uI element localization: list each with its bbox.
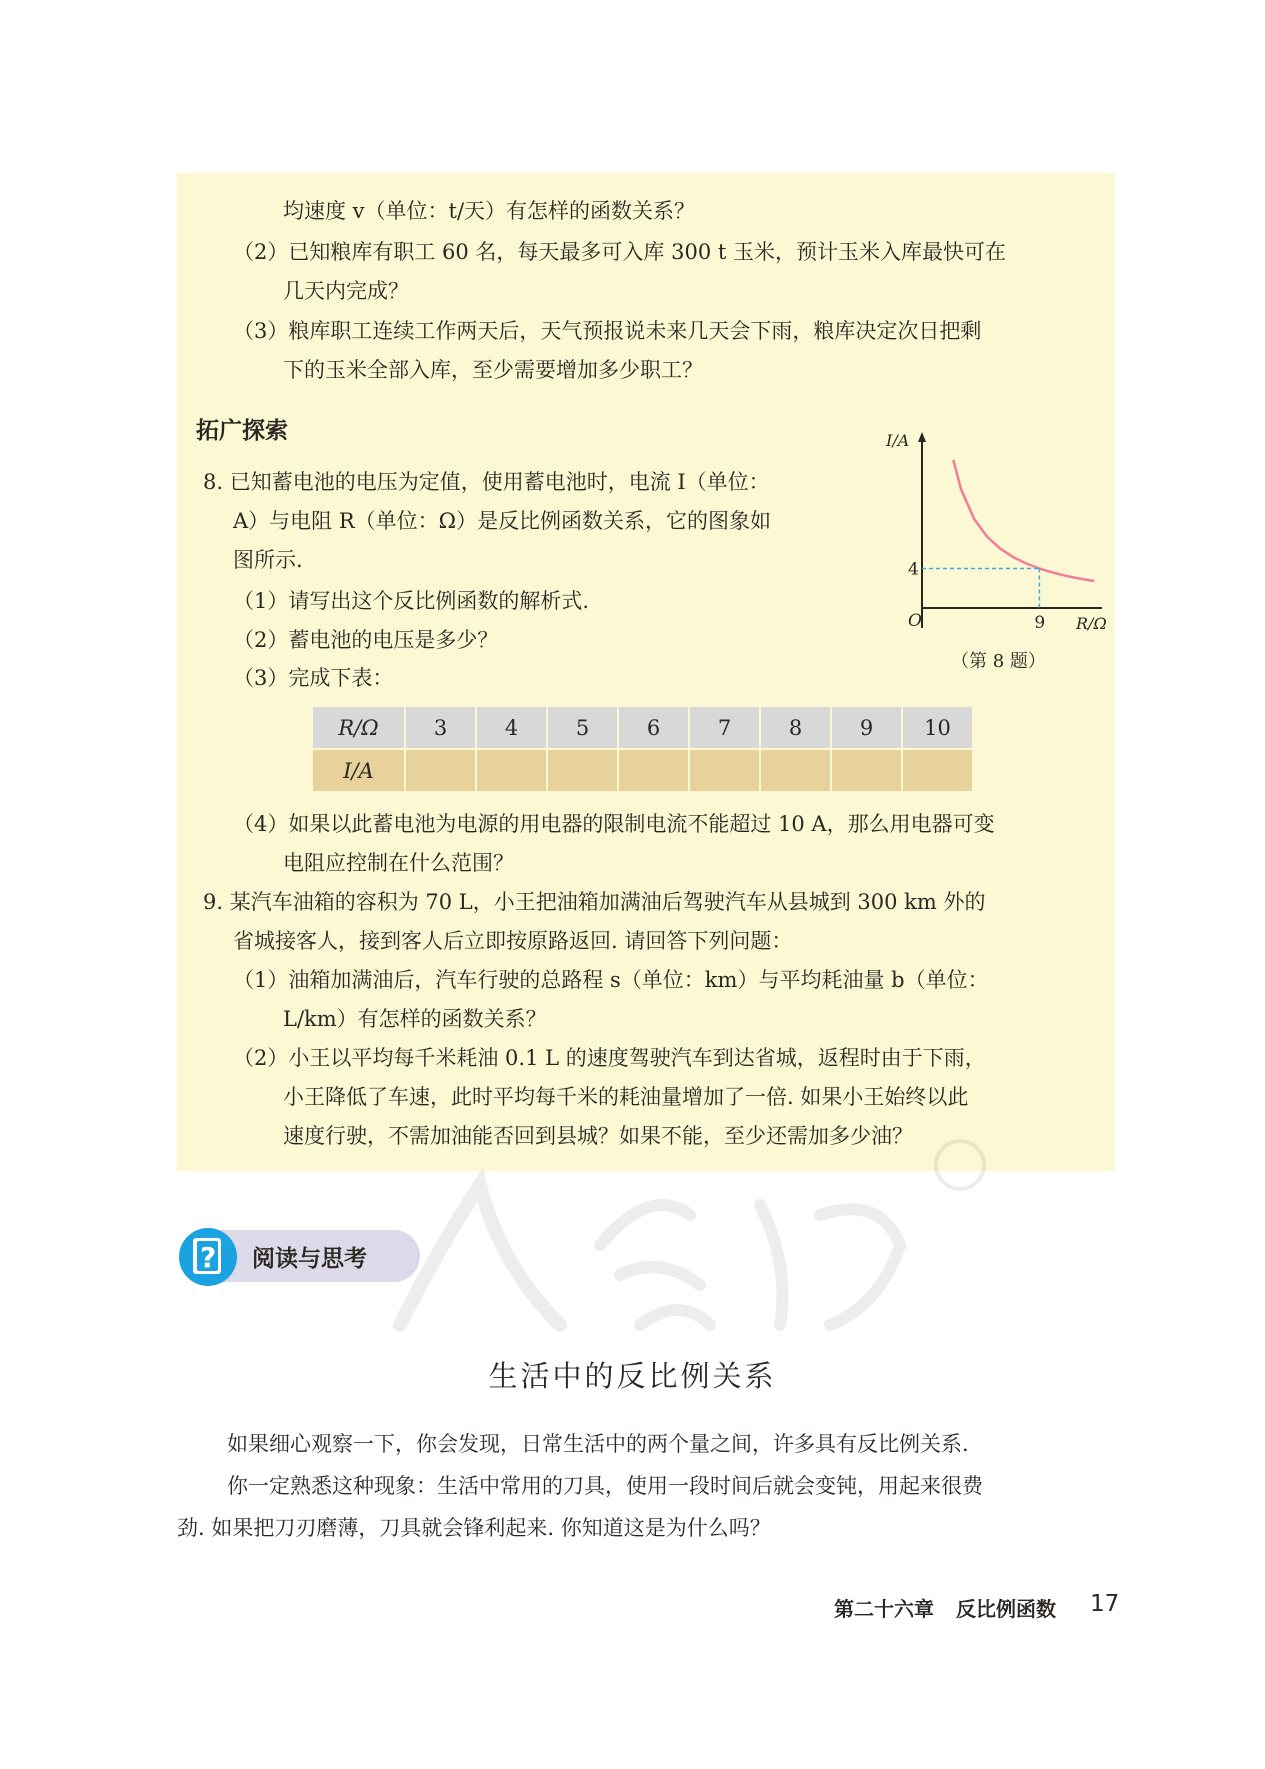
table-cell-i-empty[interactable] xyxy=(476,749,547,792)
q8-line3: 图所示. xyxy=(233,548,303,572)
question-book-icon xyxy=(177,1226,239,1288)
reading-badge-label: 阅读与思考 xyxy=(252,1246,367,1272)
table-cell-r: 4 xyxy=(476,706,547,749)
q7-1-continuation: 均速度 v（单位：t/天）有怎样的函数关系？ xyxy=(283,199,696,223)
table-header-i: I/A xyxy=(312,749,405,792)
x-tick-label: 9 xyxy=(1034,613,1046,633)
y-axis-label: I/A xyxy=(886,431,910,450)
q7-2-line2: 几天内完成？ xyxy=(283,279,409,303)
q8-part2: （2）蓄电池的电压是多少？ xyxy=(233,628,499,652)
table-cell-i-empty[interactable] xyxy=(689,749,760,792)
table-cell-r: 10 xyxy=(902,706,973,749)
table-cell-r: 6 xyxy=(618,706,689,749)
q8-part4-line1: （4）如果以此蓄电池为电源的用电器的限制电流不能超过 10 A，那么用电器可变 xyxy=(233,812,995,836)
table-cell-i-empty[interactable] xyxy=(547,749,618,792)
table-row-i xyxy=(312,749,973,792)
section-heading: 拓广探索 xyxy=(196,418,288,444)
q8-part3: （3）完成下表： xyxy=(233,666,394,690)
q7-3-line1: （3）粮库职工连续工作两天后，天气预报说未来几天会下雨，粮库决定次日把剩 xyxy=(233,319,982,343)
q8-part4-line2: 电阻应控制在什么范围？ xyxy=(283,851,514,875)
y-axis-arrow xyxy=(918,432,926,442)
q9-part2-line2: 小王降低了车速，此时平均每千米的耗油量增加了一倍. 如果小王始终以此 xyxy=(283,1085,969,1109)
publisher-watermark xyxy=(360,1125,1020,1345)
table-cell-i-empty[interactable] xyxy=(902,749,973,792)
origin-label: O xyxy=(908,611,922,631)
q7-2-line1: （2）已知粮库有职工 60 名，每天最多可入库 300 t 玉米，预计玉米入库最快可在 xyxy=(233,240,1006,264)
q9-part1-line2: L/km）有怎样的函数关系？ xyxy=(283,1007,547,1031)
reading-paragraph-1: 如果细心观察一下，你会发现，日常生活中的两个量之间，许多具有反比例关系. xyxy=(227,1432,969,1456)
table-cell-i-empty[interactable] xyxy=(618,749,689,792)
x-axis-label: R/Ω xyxy=(1076,614,1107,633)
page-number: 17 xyxy=(1090,1591,1120,1617)
inverse-proportion-graph xyxy=(880,430,1120,640)
table-cell-r: 7 xyxy=(689,706,760,749)
reading-title: 生活中的反比例关系 xyxy=(488,1359,777,1393)
footer-chapter: 第二十六章 xyxy=(834,1597,934,1621)
table-cell-i-empty[interactable] xyxy=(405,749,476,792)
y-tick-label: 4 xyxy=(908,559,919,580)
q9-part1-line1: （1）油箱加满油后，汽车行驶的总路程 s（单位：km）与平均耗油量 b（单位： xyxy=(233,968,989,992)
q9-part2-line3: 速度行驶，不需加油能否回到县城？如果不能，至少还需加多少油？ xyxy=(283,1124,913,1148)
q8-part1: （1）请写出这个反比例函数的解析式. xyxy=(233,589,590,613)
table-cell-r: 5 xyxy=(547,706,618,749)
q8-line1: 8. 已知蓄电池的电压为定值，使用蓄电池时，电流 I（单位： xyxy=(203,470,770,494)
table-cell-i-empty[interactable] xyxy=(831,749,902,792)
table-cell-r: 9 xyxy=(831,706,902,749)
footer-chapter-title: 反比例函数 xyxy=(956,1597,1056,1621)
table-cell-r: 3 xyxy=(405,706,476,749)
q9-part2-line1: （2）小王以平均每千米耗油 0.1 L 的速度驾驶汽车到达省城，返程时由于下雨， xyxy=(233,1046,986,1070)
table-header-r: R/Ω xyxy=(312,706,405,749)
table-cell-r: 8 xyxy=(760,706,831,749)
reading-paragraph-2-line1: 你一定熟悉这种现象：生活中常用的刀具，使用一段时间后就会变钝，用起来很费 xyxy=(227,1474,983,1498)
svg-text:?: ? xyxy=(200,1241,217,1274)
table-row-r xyxy=(312,706,973,749)
r-i-table xyxy=(311,705,974,793)
graph-caption: （第 8 题） xyxy=(951,651,1046,672)
q8-line2: A）与电阻 R（单位：Ω）是反比例函数关系，它的图象如 xyxy=(233,509,772,533)
q7-3-line2: 下的玉米全部入库，至少需要增加多少职工？ xyxy=(283,358,703,382)
q9-line2: 省城接客人，接到客人后立即按原路返回. 请回答下列问题： xyxy=(233,929,793,953)
table-cell-i-empty[interactable] xyxy=(760,749,831,792)
q9-line1: 9. 某汽车油箱的容积为 70 L，小王把油箱加满油后驾驶汽车从县城到 300 km 外的 xyxy=(203,890,986,914)
curve-series xyxy=(953,460,1094,581)
reading-paragraph-2-line2: 劲. 如果把刀刃磨薄，刀具就会锋利起来. 你知道这是为什么吗？ xyxy=(177,1516,771,1540)
